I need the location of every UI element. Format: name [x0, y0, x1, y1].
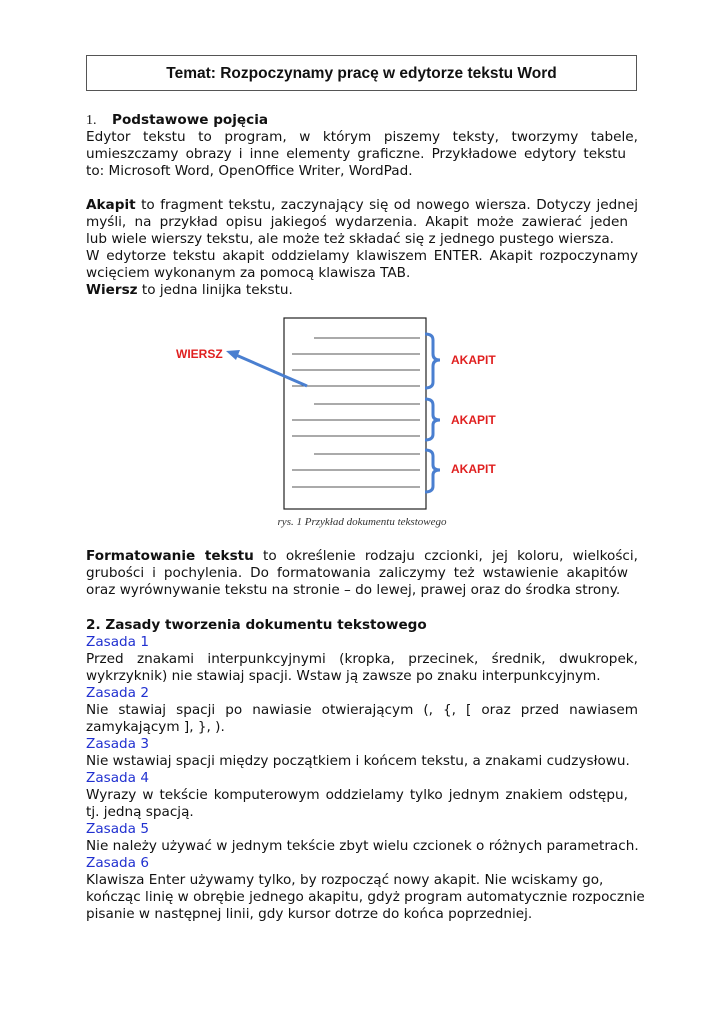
formatowanie-line-text: to określenie rodzaju czcionki, jej koloru, wielkości, — [253, 548, 638, 564]
section-2 — [86, 617, 645, 923]
rule-line: Nie stawiaj spacji po nawiasie otwierającym (, {, [ oraz przed nawiasem — [86, 702, 638, 718]
rule-line: Nie należy używać w jednym tekście zbyt wielu czcionek o różnych parametrach. — [86, 838, 639, 854]
akapit-term: Akapit — [86, 197, 136, 213]
section-1-line: to: Microsoft Word, OpenOffice Writer, WordPad. — [86, 163, 413, 179]
bracket-1 — [425, 334, 440, 388]
rule-label: Zasada 5 — [86, 821, 149, 837]
rule-line: Nie wstawiaj spacji między początkiem i końcem tekstu, a znakami cudzysłowu. — [86, 753, 630, 769]
section-2-heading — [86, 617, 638, 634]
section-1-number: 1. — [86, 113, 97, 128]
rule-label: Zasada 6 — [86, 855, 149, 871]
akapit-line: lub wiele wierszy tekstu, ale może też składać się z jednego pustego wiersza. — [86, 231, 614, 247]
section-1-heading: Podstawowe pojęcia — [112, 112, 269, 128]
akapit-label: AKAPIT — [451, 462, 496, 476]
formatowanie-line: grubości i pochylenia. Do formatowania zaliczymy też wstawienie akapitów — [86, 565, 628, 581]
section-1-line: umieszczamy obrazy i inne elementy graficzne. Przykładowe edytory tekstu — [86, 146, 626, 162]
wiersz-label: WIERSZ — [176, 347, 223, 361]
rule-label: Zasada 2 — [86, 685, 149, 701]
formatowanie-definition — [86, 548, 638, 599]
akapit-label: AKAPIT — [451, 353, 496, 367]
formatowanie-term: Formatowanie tekstu — [86, 548, 254, 564]
page-title: Temat: Rozpoczynamy pracę w edytorze tekstu Word — [86, 55, 637, 91]
rule-line: zamykającym ], }, ). — [86, 719, 225, 735]
bracket-2 — [425, 399, 440, 440]
rule-line: Przed znakami interpunkcyjnymi (kropka, przecinek, średnik, dwukropek, — [86, 651, 638, 667]
wiersz-def: to jedna linijka tekstu. — [137, 282, 293, 298]
rule-line: wykrzyknik) nie stawiaj spacji. Wstaw ją zawsze po znaku interpunkcyjnym. — [86, 668, 601, 684]
akapit-line: myśli, na przykład opisu jakiegoś wydarzenia. Akapit może zawierać jeden — [86, 214, 628, 230]
rule-line: pisanie w następnej linii, gdy kursor dotrze do końca poprzedniej. — [86, 906, 533, 922]
akapit-brackets — [425, 334, 440, 492]
rule-line: Wyrazy w tekście komputerowym oddzielamy tylko jednym znakiem odstępu, — [86, 787, 628, 803]
figure-caption: rys. 1 Przykład dokumentu tekstowego — [277, 516, 447, 528]
akapit-label: AKAPIT — [451, 413, 496, 427]
bracket-3 — [425, 450, 440, 492]
rule-label: Zasada 3 — [86, 736, 149, 752]
akapit-line-text: to fragment tekstu, zaczynający się od nowego wiersza. Dotyczy jednej — [135, 197, 638, 213]
rule-line: tj. jedną spacją. — [86, 804, 194, 820]
akapit-line: wcięciem wykonanym za pomocą klawisza TAB. — [86, 265, 411, 281]
formatowanie-line: oraz wyrównywanie tekstu na stronie – do lewej, prawej oraz do środka strony. — [86, 582, 621, 598]
wiersz-term: Wiersz — [86, 282, 138, 298]
arrow-head-icon — [226, 350, 240, 360]
rule-line: Klawisza Enter używamy tylko, by rozpocząć nowy akapit. Nie wciskamy go, — [86, 872, 604, 888]
rule-label: Zasada 4 — [86, 770, 149, 786]
rule-label: Zasada 1 — [86, 634, 149, 650]
section-2-heading-text: 2. Zasady tworzenia dokumentu tekstowego — [86, 617, 427, 633]
section-1-line: Edytor tekstu to program, w którym piszemy teksty, tworzymy tabele, — [86, 129, 638, 145]
rule-line: kończąc linię w obrębie jednego akapitu, gdyż program automatycznie rozpocznie — [86, 889, 645, 905]
akapit-line: W edytorze tekstu akapit oddzielamy klawiszem ENTER. Akapit rozpoczynamy — [86, 248, 638, 264]
formatowanie-line — [86, 548, 638, 565]
page-outline — [284, 318, 426, 509]
